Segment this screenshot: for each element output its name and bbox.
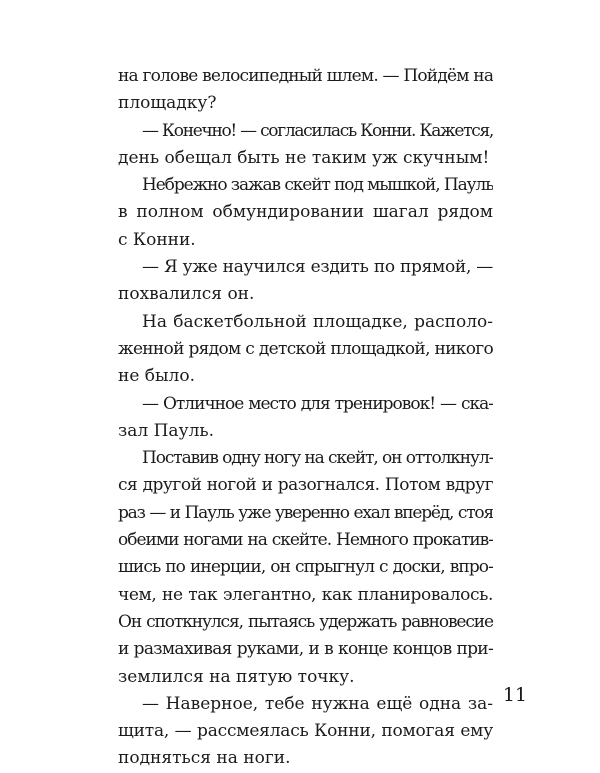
text-line: площадку? <box>118 93 217 114</box>
body-text <box>118 63 493 773</box>
text-line: с Конни. <box>118 229 196 250</box>
text-line: Поставив одну ногу на скейт, он оттолкнул- <box>142 448 493 469</box>
text-line: землился на пятую точку. <box>118 666 355 687</box>
text-line: шись по инерции, он спрыгнул с доски, впро- <box>118 557 493 578</box>
text-line: щита, — рассмеялась Конни, помогая ему <box>118 721 493 742</box>
text-line: — Наверное, тебе нужна ещё одна за- <box>142 693 493 714</box>
text-line: чем, не так элегантно, как планировалось. <box>118 584 493 605</box>
page-number: 11 <box>502 684 527 706</box>
text-line: зал Пауль. <box>118 420 215 441</box>
text-line: подняться на ноги. <box>118 748 291 769</box>
text-line: женной рядом с детской площадкой, никого <box>118 338 493 359</box>
text-line: похвалился он. <box>118 284 255 305</box>
text-line: не было. <box>118 366 195 387</box>
text-line: — Отличное место для тренировок! — ска- <box>142 393 493 414</box>
text-line: день обещал быть не таким уж скучным! <box>118 147 490 168</box>
text-line: обеими ногами на скейте. Немного прокатив- <box>118 530 493 551</box>
text-line: на голове велосипедный шлем. — Пойдём на <box>118 66 493 86</box>
text-line: Небрежно зажав скейт под мышкой, Пауль <box>142 175 493 196</box>
text-line: в полном обмундировании шагал рядом <box>118 202 493 223</box>
text-line: Он споткнулся, пытаясь удержать равновесие <box>118 611 493 632</box>
text-line: раз — и Пауль уже уверенно ехал вперёд, стоя <box>118 502 493 523</box>
text-line: На баскетбольной площадке, располо- <box>142 311 493 332</box>
text-line: и размахивая руками, и в конце концов при- <box>118 639 493 660</box>
text-line: — Я уже научился ездить по прямой, — <box>142 257 493 278</box>
text-line: — Конечно! — согласилась Конни. Кажется, <box>142 120 493 141</box>
text-line: ся другой ногой и разогнался. Потом вдруг <box>118 475 493 496</box>
